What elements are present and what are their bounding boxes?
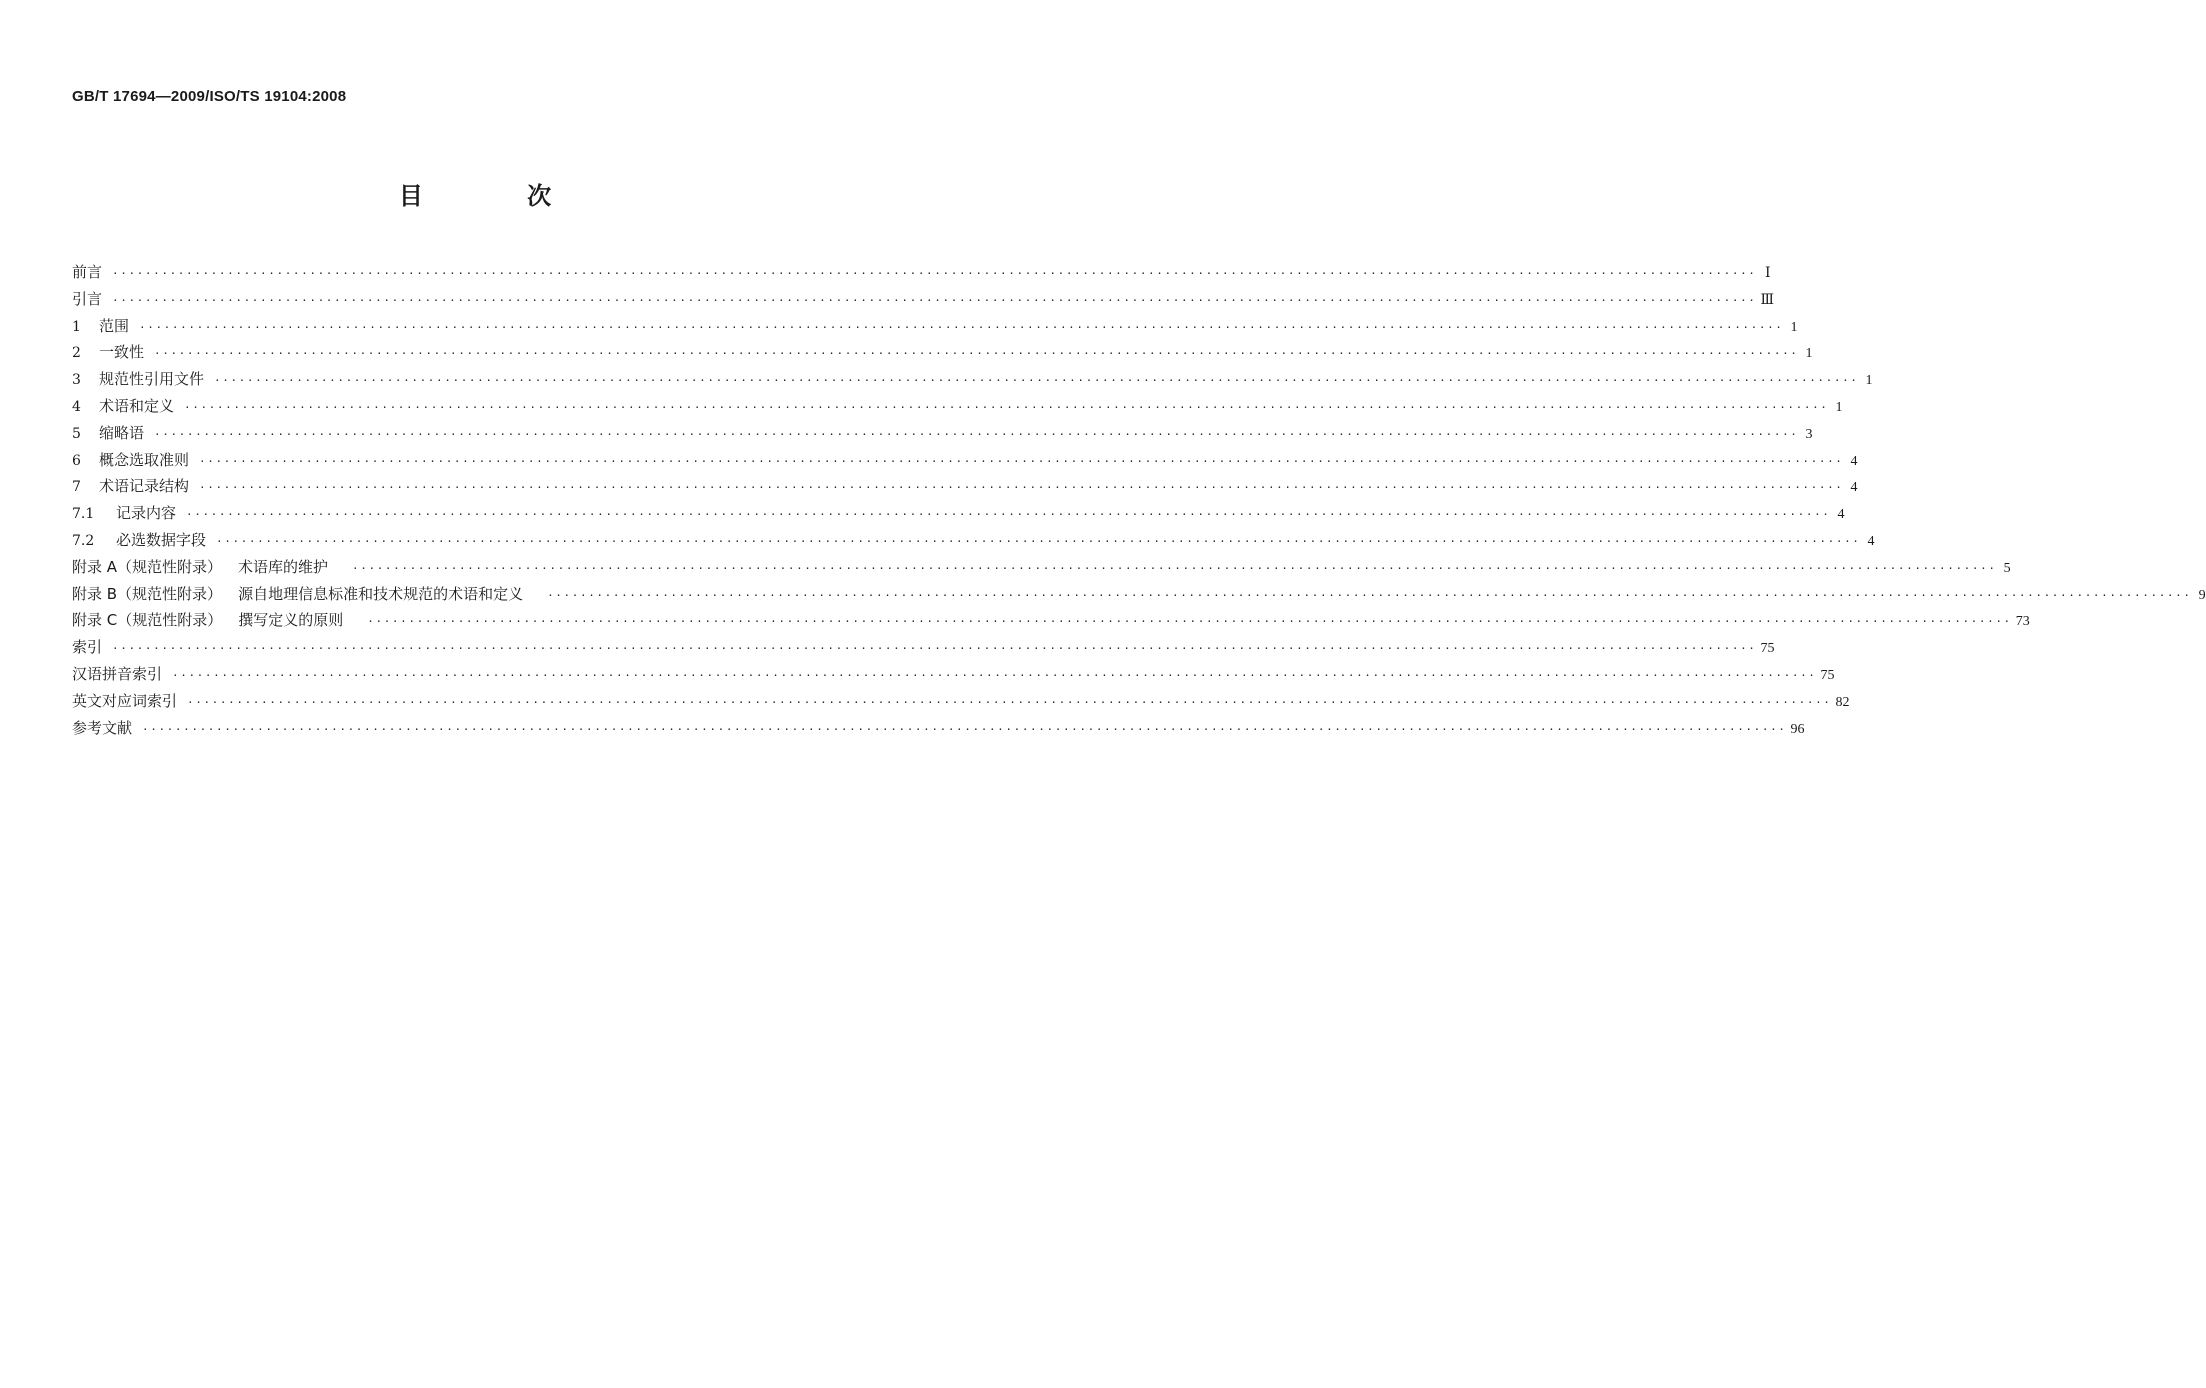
- toc-entry[interactable]: [72, 554, 2011, 581]
- toc-leader-dots: ········································································································································································································: [112, 642, 1757, 656]
- toc-entry[interactable]: [72, 366, 1873, 393]
- toc-entry[interactable]: [72, 473, 1858, 500]
- toc-entry-number: 5: [72, 425, 81, 442]
- toc-leader-dots: ········································································································································································································: [352, 561, 1997, 575]
- toc-entry-label: 必选数据字段: [116, 530, 207, 549]
- toc-entry-label: 前言: [72, 263, 103, 281]
- toc-entry-page-number: 1: [1835, 399, 1843, 415]
- toc-entry[interactable]: [72, 286, 1775, 313]
- toc-title: 目 次: [398, 182, 600, 210]
- toc-entry-label: 汉语拼音索引: [72, 664, 163, 683]
- toc-leader-dots: ········································································································································································································: [112, 293, 1757, 307]
- toc-entry-annex-title: 术语库的维护: [238, 557, 329, 576]
- table-of-contents: [72, 259, 2206, 741]
- toc-leader-dots: ········································································································································································································: [199, 481, 1844, 495]
- toc-entry-page-number: 73: [2015, 614, 2030, 630]
- toc-entry-label: 缩略语: [99, 423, 145, 442]
- toc-entry[interactable]: [72, 420, 1813, 447]
- toc-entry-label: 术语和定义: [99, 396, 175, 415]
- toc-entry-label: 概念选取准则: [99, 450, 190, 469]
- toc-entry[interactable]: [72, 688, 1850, 715]
- toc-entry[interactable]: [72, 447, 1858, 474]
- toc-entry-label: 参考文献: [72, 718, 133, 737]
- toc-leader-dots: ········································································································································································································: [367, 615, 2012, 629]
- toc-entry-number: 6: [72, 452, 81, 469]
- toc-leader-dots: ········································································································································································································: [184, 400, 1829, 414]
- toc-entry-label: 引言: [72, 289, 103, 308]
- toc-leader-dots: ········································································································································································································: [186, 508, 1831, 522]
- toc-entry-label: 范围: [99, 316, 130, 335]
- toc-entry-page-number: 75: [1820, 667, 1835, 683]
- toc-entry-label: 英文对应词索引: [72, 691, 178, 710]
- toc-entry-number: 7.2: [72, 532, 95, 549]
- toc-entry-annex-title: 源自地理信息标准和技术规范的术语和定义: [238, 584, 524, 603]
- toc-entry-label: 记录内容: [116, 504, 177, 523]
- toc-entry-number: 7: [72, 479, 81, 496]
- toc-entry-label: 附录 C（规范性附录）: [72, 611, 223, 630]
- toc-entry-label: 附录 A（规范性附录）: [72, 557, 223, 576]
- toc-entry-page-number: 4: [1850, 480, 1858, 496]
- toc-leader-dots: ········································································································································································································: [547, 588, 2192, 602]
- toc-entry-label: 一致性: [99, 343, 145, 362]
- toc-leader-dots: ········································································································································································································: [154, 347, 1799, 361]
- toc-entry-page-number: 1: [1865, 373, 1873, 389]
- toc-leader-dots: ········································································································································································································: [154, 427, 1799, 441]
- toc-leader-dots: ········································································································································································································: [172, 668, 1817, 682]
- toc-leader-dots: ········································································································································································································: [187, 695, 1832, 709]
- toc-leader-dots: ········································································································································································································: [199, 454, 1844, 468]
- toc-entry[interactable]: [72, 259, 1771, 286]
- toc-entry[interactable]: [72, 339, 1813, 366]
- toc-entry-page-number: 3: [1805, 426, 1813, 442]
- toc-entry-number: 3: [72, 372, 81, 389]
- toc-leader-dots: ········································································································································································································: [112, 267, 1757, 280]
- toc-entry[interactable]: [72, 527, 1875, 554]
- toc-entry[interactable]: [72, 634, 1775, 661]
- toc-entry-number: 4: [72, 398, 81, 415]
- toc-entry-label: 索引: [72, 638, 103, 657]
- toc-entry-number: 7.1: [72, 506, 95, 523]
- toc-entry-page-number: 82: [1835, 694, 1850, 710]
- toc-leader-dots: ········································································································································································································: [139, 320, 1784, 334]
- toc-entry-number: 1: [72, 318, 81, 335]
- toc-entry-page-number: 4: [1850, 453, 1858, 469]
- toc-entry-page-number: 75: [1760, 641, 1775, 657]
- toc-entry-page-number: 4: [1867, 533, 1875, 549]
- toc-entry[interactable]: [72, 313, 1798, 340]
- toc-entry[interactable]: [72, 661, 1835, 688]
- toc-entry-page-number: 1: [1790, 319, 1798, 335]
- toc-entry-page-number: 4: [1837, 507, 1845, 523]
- toc-entry[interactable]: [72, 393, 1843, 420]
- toc-entry-label: 术语记录结构: [99, 477, 190, 496]
- toc-leader-dots: ········································································································································································································: [142, 722, 1787, 736]
- toc-entry-label: 规范性引用文件: [99, 370, 205, 389]
- standard-number-header: GB/T 17694—2009/ISO/TS 19104:2008: [72, 88, 347, 105]
- toc-entry-page-number: 96: [1790, 721, 1805, 737]
- toc-entry-page-number: 9: [2198, 587, 2206, 603]
- toc-entry[interactable]: [72, 607, 2030, 634]
- toc-entry-number: 2: [72, 345, 81, 362]
- toc-entry[interactable]: [72, 581, 2206, 608]
- toc-entry-label: 附录 B（规范性附录）: [72, 584, 223, 603]
- toc-leader-dots: ········································································································································································································: [216, 534, 1861, 548]
- toc-entry-page-number: Ⅰ: [1765, 266, 1771, 281]
- toc-entry-page-number: Ⅲ: [1760, 292, 1775, 308]
- toc-entry-page-number: 1: [1805, 346, 1813, 362]
- toc-entry[interactable]: [72, 500, 1845, 527]
- toc-leader-dots: ········································································································································································································: [214, 374, 1859, 388]
- toc-entry-page-number: 5: [2003, 560, 2011, 576]
- toc-entry-annex-title: 撰写定义的原则: [238, 611, 344, 630]
- toc-entry[interactable]: [72, 715, 1805, 742]
